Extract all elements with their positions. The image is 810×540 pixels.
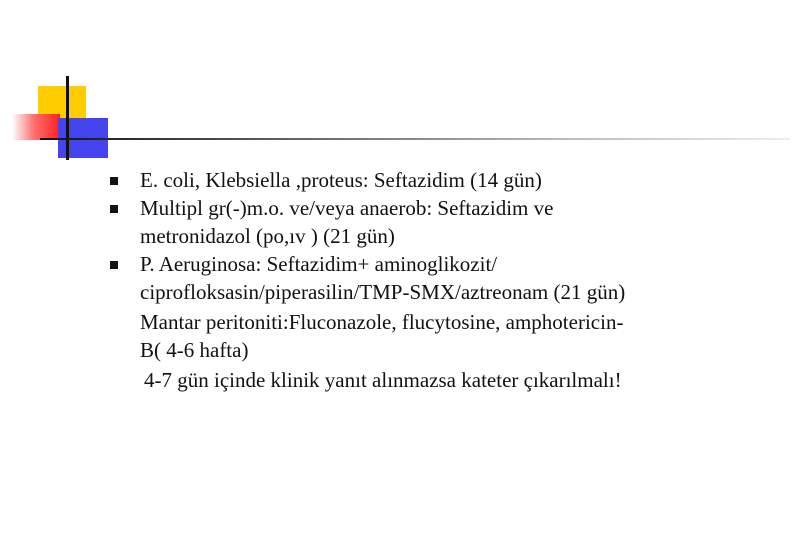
bullet-text: Multipl gr(-)m.o. ve/veya anaerob: Seftazidim ve xyxy=(140,196,554,220)
bullet-text-continuation: ciprofloksasin/piperasilin/TMP-SMX/aztreonam (21 gün) xyxy=(140,280,626,304)
decorative-horizontal-rule xyxy=(40,138,790,140)
slide-content xyxy=(110,166,800,394)
square-bullet-icon xyxy=(110,205,118,213)
catheter-removal-note: 4-7 gün içinde klinik yanıt alınmazsa kateter çıkarılmalı! xyxy=(144,368,622,392)
bullet-text-continuation: metronidazol (po,ıv ) (21 gün) xyxy=(140,224,395,248)
square-bullet-icon xyxy=(110,177,118,185)
decorative-vertical-line xyxy=(66,76,69,160)
decorative-red-bar xyxy=(12,114,60,140)
bullet-item xyxy=(110,250,800,278)
bullet-item xyxy=(110,194,800,222)
fungal-peritonitis-text-continuation: B( 4-6 hafta) xyxy=(140,338,249,362)
bullet-item xyxy=(110,166,800,194)
fungal-peritonitis-text: Mantar peritoniti:Fluconazole, flucytosine, amphotericin- xyxy=(140,310,624,334)
bullet-text: P. Aeruginosa: Seftazidim+ aminoglikozit/ xyxy=(140,252,498,276)
bullet-text: E. coli, Klebsiella ,proteus: Seftazidim (14 gün) xyxy=(140,168,542,192)
square-bullet-icon xyxy=(110,261,118,269)
